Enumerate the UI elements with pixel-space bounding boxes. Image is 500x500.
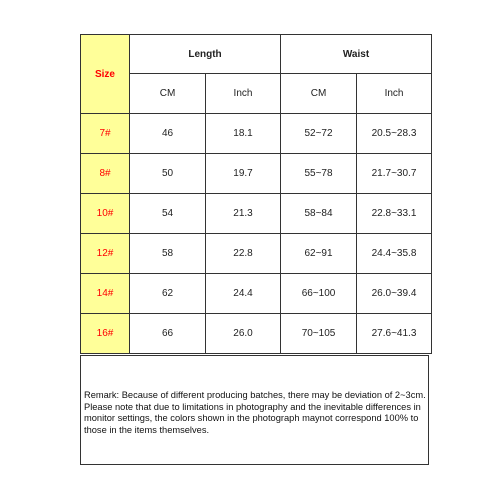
waist-inch-cell: 24.4~35.8 [357,234,432,274]
waist-cm-cell: 66~100 [281,274,357,314]
length-cm-cell: 46 [130,114,206,154]
waist-inch-cell: 21.7~30.7 [357,154,432,194]
remark-color-note-text: Please note that due to limitations in photography and the inevitable differences in monitor settings, the colors shown in the photograph maynot correspond 100% to those in the items themselves. [84,401,421,435]
length-cm-cell: 50 [130,154,206,194]
size-cell: 16# [81,314,130,354]
size-cell: 12# [81,234,130,274]
table-row [81,114,432,154]
table-row [81,234,432,274]
remark-deviation-text: Remark: Because of different producing batches, there may be deviation of 2~3cm. [84,390,426,400]
size-cell: 7# [81,114,130,154]
size-chart-table [80,34,432,354]
length-cm-header: CM [130,74,206,114]
table-row [81,274,432,314]
size-header: Size [81,35,130,114]
length-inch-cell: 24.4 [206,274,281,314]
length-inch-header: Inch [206,74,281,114]
size-rows [81,114,432,354]
table-row [81,194,432,234]
size-cell: 8# [81,154,130,194]
length-cm-cell: 66 [130,314,206,354]
length-inch-cell: 18.1 [206,114,281,154]
waist-cm-header: CM [281,74,357,114]
length-cm-cell: 58 [130,234,206,274]
length-inch-cell: 22.8 [206,234,281,274]
length-header: Length [130,35,281,74]
waist-inch-cell: 26.0~39.4 [357,274,432,314]
waist-cm-cell: 52~72 [281,114,357,154]
remark-box [80,355,429,465]
table-row [81,154,432,194]
group-header-row [81,35,432,74]
length-inch-cell: 26.0 [206,314,281,354]
waist-cm-cell: 55~78 [281,154,357,194]
unit-header-row [81,74,432,114]
waist-inch-header: Inch [357,74,432,114]
table-row [81,314,432,354]
waist-inch-cell: 22.8~33.1 [357,194,432,234]
waist-cm-cell: 70~105 [281,314,357,354]
waist-header: Waist [281,35,432,74]
length-cm-cell: 54 [130,194,206,234]
size-cell: 10# [81,194,130,234]
waist-cm-cell: 62~91 [281,234,357,274]
size-cell: 14# [81,274,130,314]
waist-inch-cell: 20.5~28.3 [357,114,432,154]
length-inch-cell: 21.3 [206,194,281,234]
waist-cm-cell: 58~84 [281,194,357,234]
waist-inch-cell: 27.6~41.3 [357,314,432,354]
length-inch-cell: 19.7 [206,154,281,194]
length-cm-cell: 62 [130,274,206,314]
